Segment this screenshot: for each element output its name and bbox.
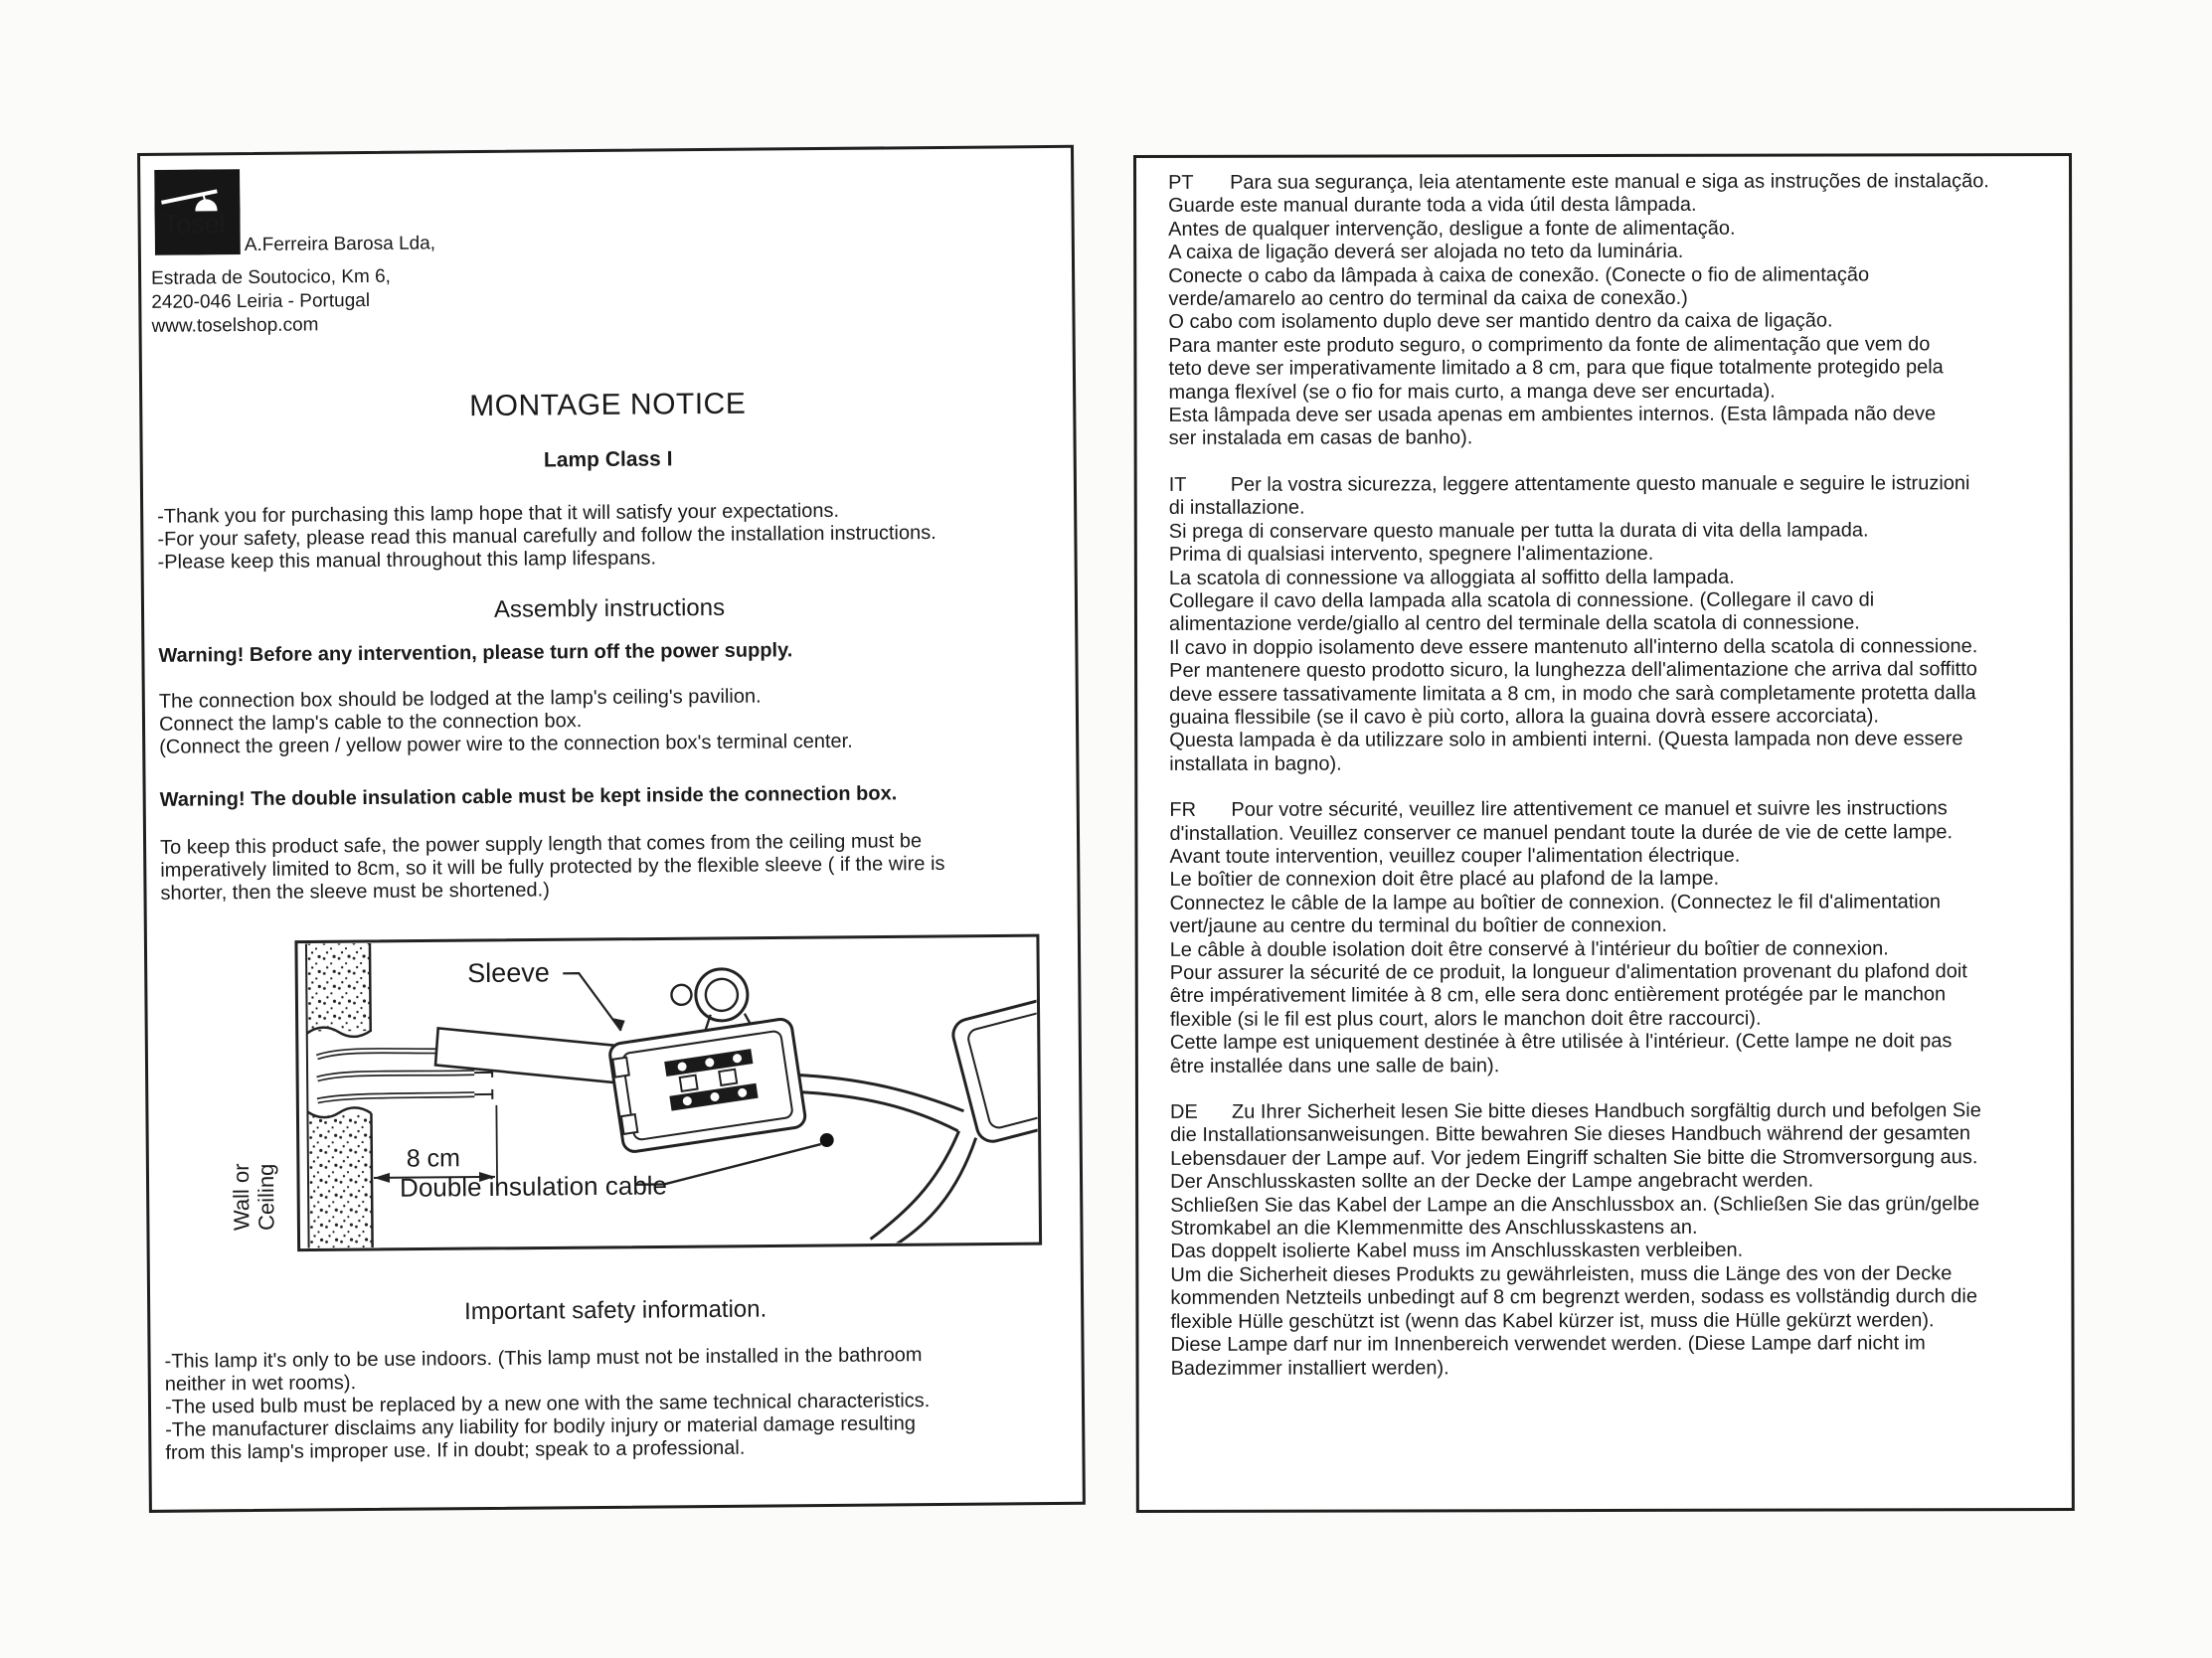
language-section-it [1169, 472, 2047, 776]
wall-label [229, 1163, 279, 1231]
page-right [1133, 153, 2075, 1513]
lamp-class-subtitle: Lamp Class I [543, 447, 673, 472]
section-text-pt: Para sua segurança, leia atentamente este manual e siga as instruções de instalação. Guarde este manual durante toda a vida útil desta lâmpada. Antes de qualquer intervenção, desligue a fonte de alimentação. A caixa de ligação deverá ser alojada no teto da luminária. Conecte o cabo da lâmpada à caixa de conexão. (Conecte o fio de alimentação verde/amarelo ao centro do terminal da caixa de conexão.) O cabo com isolamento duplo deve ser mantido dentro da caixa de ligação. Para manter este produto seguro, o comprimento da fonte de alimentação que vem do teto deve ser imperativamente limitado a 8 cm, para que fique totalmente protegido pela manga flexível (se o fio for mais curto, a manga deve ser encurtada). Esta lâmpada deve ser usada apenas em ambientes internos. (Esta lâmpada não deve ser instalada em casas de banho). [1168, 170, 1989, 450]
lang-code-it: IT [1168, 473, 1187, 496]
svg-text:Ceiling: Ceiling [253, 1163, 279, 1232]
svg-text:Wall or: Wall or [228, 1163, 255, 1232]
tosel-logo [154, 169, 241, 255]
cable-label: Double insulation cable [399, 1170, 668, 1203]
cable-pointer-dot [820, 1133, 834, 1147]
sleeve-label: Sleeve [467, 957, 550, 989]
company-name: A.Ferreira Barosa Lda, [244, 233, 436, 256]
language-section-pt [1168, 170, 2046, 451]
assembly-paragraph-2: To keep this product safe, the power supply length that comes from the ceiling must be imperatively limited to 8cm, so it will be fully protected by the flexible sleeve ( if the wire is shorter, then the sleeve must be shortened.) [160, 830, 945, 905]
translations-text [1168, 170, 2048, 1404]
section-text-fr: Pour votre sécurité, veuillez lire attentivement ce manuel et suivre les instructions d'installation. Veuillez conserver ce manuel pendant toute la durée de vie de cette lampe. Avant toute intervention, veuillez couper l'alimentation électrique. Le boîtier de connexion doit être placé au plafond de la lampe. Connectez le câble de la lampe au boîtier de connexion. (Connectez le fil d'alimentation vert/jaune au centre du terminal du boîtier de connexion. Le câble à double isolation doit être conservé à l'intérieur du boîtier de connexion. Pour assurer la sécurité de ce produit, la longueur d'alimentation provenant du plafond doit être impérativement limitée à 8 cm, elle sera donc entièrement protégée par le manchon flexible (si le fil est plus court, alors le manchon doit être raccourci). Cette lampe est uniquement destinée à être utilisée à l'intérieur. (Cette lampe ne doit pas être installée dans une salle de bain). [1169, 797, 1967, 1078]
page-left [137, 145, 1086, 1513]
company-address: Estrada de Soutocico, Km 6, 2420-046 Leiria - Portugal www.toselshop.com [151, 265, 391, 337]
installation-diagram [217, 933, 1045, 1253]
lang-code-fr: FR [1169, 799, 1197, 822]
page-title: MONTAGE NOTICE [469, 387, 747, 423]
warning-double-insulation: Warning! The double insulation cable must be kept inside the connection box. [159, 782, 898, 811]
lang-code-pt: PT [1168, 171, 1194, 194]
intro-text: -Thank you for purchasing this lamp hope that it will satisfy your expectations. -For your safety, please read this manual carefully and follow the installation instructions. -Please keep this manual throughout this lamp lifespans. [157, 499, 936, 574]
language-section-fr [1169, 797, 2047, 1078]
dimension-label: 8 cm [406, 1144, 461, 1173]
assembly-heading: Assembly instructions [493, 593, 726, 623]
safety-heading: Important safety information. [463, 1295, 767, 1326]
warning-power-supply: Warning! Before any intervention, please turn off the power supply. [158, 639, 793, 667]
language-section-de [1170, 1099, 2048, 1381]
safety-text: -This lamp it's only to be use indoors. (This lamp must not be installed in the bathroom neither in wet rooms). -The used bulb must be replaced by a new one with the same technical characteristics. -The manufacturer disclaims any liability for bodily injury or material damage resulting from this lamp's improper use. If in doubt; speak to a professional. [164, 1344, 931, 1464]
section-text-it: Per la vostra sicurezza, leggere attentamente questo manuale e seguire le istruzioni di installazione. Si prega di conservare questo manuale per tutta la durata di vita della lampada. Prima di qualsiasi intervento, spegnere l'alimentazione. La scatola di connessione va alloggiata al soffitto della lampada. Collegare il cavo della lampada alla scatola di connessione. (Collegare il cavo di alimentazione verde/giallo al centro del terminale della scatola di connessione. Il cavo in doppio isolamento deve essere mantenuto all'interno della scatola di connessione. Per mantenere questo prodotto sicuro, la lunghezza dell'alimentazione che arriva dal soffitto deve essere tassativamente limitata a 8 cm, in modo che sarà completamente protetta dalla guaina flessibile (se il cavo è più corto, allora la guaina dovrà essere accorciata). Questa lampada è da utilizzare solo in ambienti interni. (Questa lampada non deve essere installata in bagno). [1168, 472, 1978, 775]
section-text-de: Zu Ihrer Sicherheit lesen Sie bitte dieses Handbuch sorgfältig durch und befolgen Sie die Installationsanweisungen. Bitte bewahren Sie dieses Handbuch während der gesamten Lebensdauer der Lampe auf. Vor jedem Eingriff schalten Sie bitte die Stromversorgung aus. Der Anschlusskasten sollte an der Decke der Lampe angebracht werden. Schließen Sie das Kabel der Lampe an die Anschlussbox an. (Schließen Sie das grün/gelbe Stromkabel an die Klemmenmitte des Anschlusskastens an. Das doppelt isolierte Kabel muss im Anschlusskasten verbleiben. Um die Sicherheit dieses Produkts zu gewährleisten, muss die Länge des von der Decke kommenden Netzteils unbedingt auf 8 cm begrenzt werden, sodass es vollständig durch die flexible Hülle geschützt ist (wenn das Kabel kürzer ist, muss die Hülle gekürzt werden). Diese Lampe darf nur im Innenbereich verwendet werden. (Diese Lampe darf nicht im Badezimmer installiert werden). [1170, 1099, 1981, 1380]
assembly-paragraph-1: The connection box should be lodged at the lamp's ceiling's pavilion. Connect the lamp's cable to the connection box. (Connect the green / yellow power wire to the connection box's terminal center. [158, 685, 853, 758]
logo-brand-text: Tosel [162, 209, 226, 240]
lang-code-de: DE [1169, 1100, 1198, 1123]
